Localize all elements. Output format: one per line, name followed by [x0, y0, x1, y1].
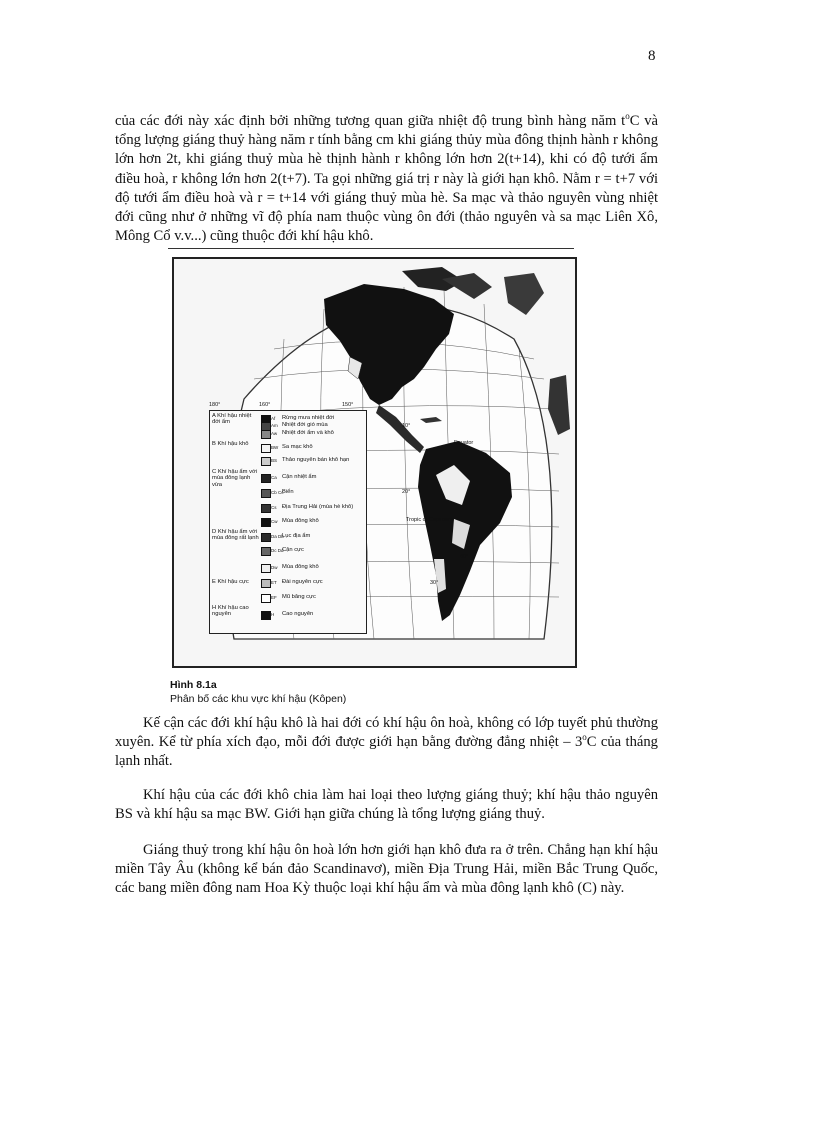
- tropic-of-capricorn-label: Tropic of Capricorn: [406, 517, 453, 523]
- figure-caption: [170, 679, 346, 705]
- latitude-label-30: 30°: [430, 580, 439, 586]
- legend-group-c: C Khí hậu ẩm với mùa đông lạnh vừa: [212, 469, 258, 488]
- legend-swatch: [261, 457, 271, 466]
- legend-entry: Cw Mùa đông khô: [210, 516, 366, 528]
- legend-group-h: H Khí hậu cao nguyên: [212, 605, 249, 618]
- legend-entry: Aw Nhiệt đới ẩm và khô: [210, 428, 366, 440]
- paragraph-1-rest: C và tổng lượng giáng thuỷ hàng năm r tính bằng cm khi giáng thủy mùa đông thịnh hành r không lớn hơn 2t, khi giáng thuỷ mùa hè thịnh hành r không lớn hơn 2(t+14), khi có độ tưới ẩm điều hoà, r không lớn hơn 2(t+7). Ta gọi những giá trị r này là giới hạn khô. Nằm r = t+7 với độ tưới ẩm điều hoà và r = t+14 với giáng thuỷ mùa hè. Sa mạc và thảo nguyên vùng nhiệt đới cũng như ở những vĩ độ phía nam thuộc vùng ôn đới (thảo nguyên và sa mạc Liên Xô, Mông Cổ v.v...) cũng thuộc đới khí hậu khô.: [115, 113, 658, 245]
- legend-entry: BS Thảo nguyên bán khô hạn: [210, 455, 366, 467]
- paragraph-3: Khí hậu của các đới khô chia làm hai loại theo lượng giáng thuỷ; khí hậu thảo nguyên BS và khí hậu sa mạc BW. Giới hạn giữa chúng là tổng lượng giáng thuỷ.: [115, 787, 658, 823]
- latitude-label-20: 20°: [402, 489, 411, 495]
- climate-map-figure: [172, 257, 577, 668]
- legend-entry: Am Nhiệt đới gió mùa: [210, 420, 366, 432]
- legend-group-e: E Khí hậu cực: [212, 579, 249, 585]
- figure-top-rule: [168, 248, 574, 249]
- legend-entry: ET Đài nguyên cực: [210, 577, 366, 589]
- legend-group-d: D Khí hậu ẩm với mùa đông rất lạnh: [212, 529, 259, 542]
- legend-swatch: [261, 489, 271, 498]
- legend-swatch: [261, 564, 271, 573]
- legend-entry: BW Sa mạc khô: [210, 442, 366, 454]
- latitude-label-10: 10°: [402, 423, 411, 429]
- legend-entry: Da Db Lục địa ẩm: [210, 531, 366, 543]
- longitude-label-180: 180°: [209, 402, 221, 408]
- legend-swatch: [261, 579, 271, 588]
- legend-swatch: [261, 533, 271, 542]
- legend-entry: Ca Cận nhiệt ẩm: [210, 472, 366, 484]
- paragraph-1-start: của các đới này xác định bởi những tương quan giữa nhiệt độ trung bình hàng năm t: [115, 113, 626, 129]
- paragraph-2: [115, 714, 658, 772]
- paragraph-1: [115, 112, 658, 246]
- legend-entry: Dw Mùa đông khô: [210, 562, 366, 574]
- legend-swatch: [261, 547, 271, 556]
- legend-entry: EF Mũ băng cực: [210, 592, 366, 604]
- legend-group-b: B Khí hậu khô: [212, 441, 249, 447]
- figure-caption-title: Hình 8.1a: [170, 679, 217, 691]
- legend-entry: Cb Cc Biển: [210, 487, 366, 499]
- legend-swatch: [261, 474, 271, 483]
- legend-entry: Af Rừng mưa nhiệt đới: [210, 413, 366, 425]
- legend-swatch: [261, 518, 271, 527]
- paragraph-4: Giáng thuỷ trong khí hậu ôn hoà lớn hơn giới hạn khô đưa ra ở trên. Chẳng hạn khí hậu miền Tây Âu (không kể bán đảo Scandinavơ), miền Địa Trung Hải, miền Bắc Trung Quốc, các bang miền đông nam Hoa Kỳ thuộc loại khí hậu ẩm và mùa đông lạnh khô (C) này.: [115, 842, 658, 897]
- degree-superscript: o: [625, 111, 630, 122]
- longitude-label-150: 150°: [342, 402, 354, 408]
- legend-swatch: [261, 504, 271, 513]
- equator-label: Equator: [454, 440, 474, 446]
- map-legend: [209, 410, 367, 634]
- page-number: 8: [648, 48, 656, 64]
- latitude-label-40: 40°: [460, 554, 469, 560]
- legend-entry: H Cao nguyên: [210, 609, 366, 621]
- legend-entry: Dc Dd Cận cực: [210, 545, 366, 557]
- legend-group-a: A Khí hậu nhiệt đới ẩm: [212, 413, 252, 426]
- degree-superscript: o: [582, 732, 587, 743]
- legend-entry: Cs Địa Trung Hải (mùa hè khô): [210, 502, 366, 514]
- legend-swatch: [261, 611, 271, 620]
- paragraph-2-rest: C của tháng lạnh nhất.: [115, 734, 658, 770]
- legend-swatch: [261, 430, 271, 439]
- longitude-label-160: 160°: [259, 402, 271, 408]
- figure-caption-text: Phân bố các khu vực khí hậu (Kôpen): [170, 693, 347, 705]
- legend-swatch: [261, 444, 271, 453]
- paragraph-2-start: Kế cận các đới khí hậu khô là hai đới có khí hậu ôn hoà, không có lớp tuyết phủ thường xuyên. Kể từ phía xích đạo, mỗi đới được giới hạn bằng đường đẳng nhiệt – 3: [115, 715, 658, 751]
- legend-swatch: [261, 594, 271, 603]
